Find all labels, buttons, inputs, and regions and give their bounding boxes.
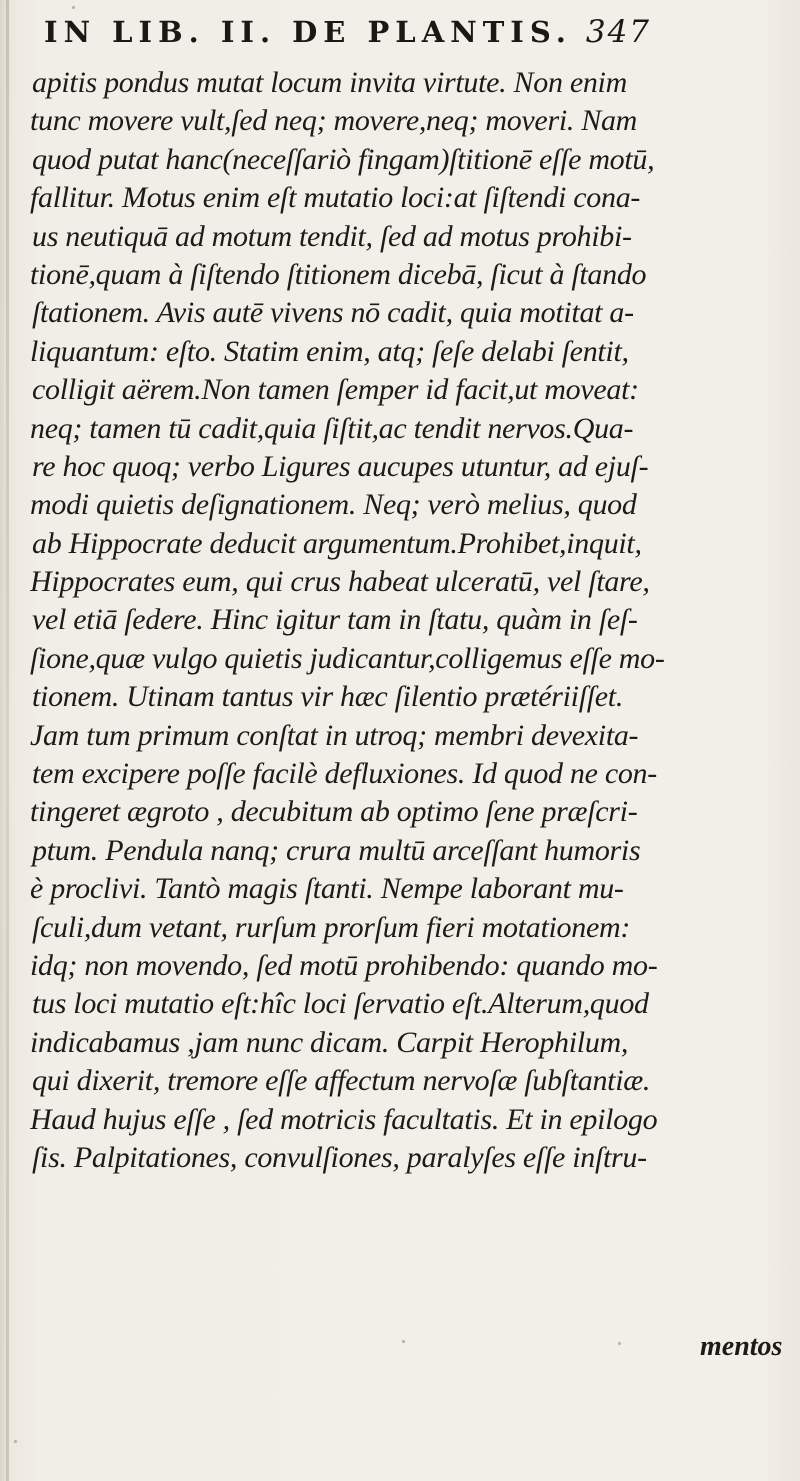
paper-speck [402,1340,405,1343]
text-line: liquantum: eſto. Statim enim, atq; ſeſe delabi ſentit, [30,334,629,368]
text-line: indicabamus ,jam nunc dicam. Carpit Herophilum, [30,1025,629,1059]
text-line: ſtationem. Avis autē vivens nō cadit, quia motitat a- [32,296,634,330]
text-line: modi quietis deſignationem. Neq; verò melius, quod [30,488,637,522]
text-line: ſis. Palpitationes, convulſiones, paralyſes eſſe inſtru- [32,1140,647,1174]
text-line: Jam tum primum conſtat in utroq; membri devexita- [30,718,639,752]
page-number: 347 [585,14,652,50]
paper-speck [618,1342,621,1345]
text-line: apitis pondus mutat locum invita virtute. Non enim [32,66,627,99]
text-line: us neutiquā ad motum tendit, ſed ad motus prohibi- [32,219,632,253]
text-line: colligit aërem.Non tamen ſemper id facit,ut moveat: [32,373,639,407]
binding-gutter [6,0,9,1481]
text-line: ſculi,dum vetant, rurſum prorſum fieri motationem: [32,910,631,944]
body-text [30,64,788,1177]
text-line: tingeret ægroto , decubitum ab optimo ſene præſcri- [30,795,638,829]
text-line: tunc movere vult,ſed neq; movere,neq; moveri. Nam [30,104,638,138]
paper-speck [72,6,75,9]
text-line: ab Hippocrate deducit argumentum.Prohibet,inquit, [32,526,642,560]
paper-speck [14,1440,17,1443]
text-line: tus loci mutatio eſt:hîc loci ſervatio eſt.Alterum,quod [32,987,649,1021]
text-line: ptum. Pendula nanq; crura multū arceſſant humoris [32,833,641,867]
text-line: è proclivi. Tantò magis ſtanti. Nempe laborant mu- [30,872,624,906]
text-line: Haud hujus eſſe , ſed motricis facultatis. Et in epilogo [30,1102,658,1136]
text-line: vel etiā ſedere. Hinc igitur tam in ſtatu, quàm in ſeſ- [32,603,638,637]
text-line: re hoc quoq; verbo Ligures aucupes utuntur, ad ejuſ- [32,449,649,483]
text-line: idq; non movendo, ſed motū prohibendo: quando mo- [30,948,658,982]
catchword: mentos [700,1331,783,1362]
running-head [44,14,764,64]
text-line: tem excipere poſſe facilè defluxiones. Id quod ne con- [32,757,657,791]
text-line: neq; tamen tū cadit,quia ſiſtit,ac tendit nervos.Qua- [30,411,634,445]
text-line: Hippocrates eum, qui crus habeat ulceratū, vel ſtare, [30,565,650,599]
text-line: ſione,quæ vulgo quietis judicantur,colligemus eſſe mo- [30,641,665,675]
text-line: tionem. Utinam tantus vir hæc ſilentio prætériiſſet. [32,680,624,714]
text-line: fallitur. Motus enim eſt mutatio loci:at ſiſtendi cona- [30,181,641,215]
text-line: quod putat hanc(neceſſariò fingam)ſtitionē eſſe motū, [32,142,655,176]
text-line: qui dixerit, tremore eſſe affectum nervoſæ ſubſtantiæ. [32,1064,651,1098]
text-line: tionē,quam à ſiſtendo ſtitionem dicebā, ſicut à ſtando [30,257,647,291]
running-head-title: IN LIB. II. DE PLANTIS. [44,15,572,49]
